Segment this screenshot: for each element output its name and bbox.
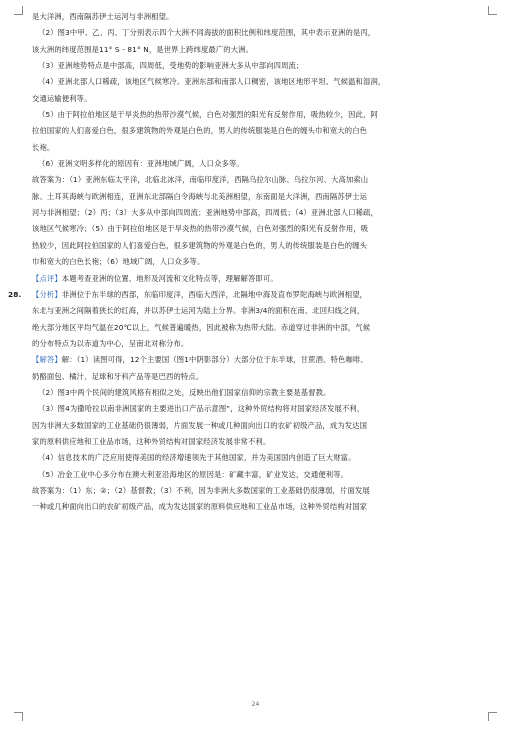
crop-mark-top-left	[14, 6, 23, 15]
text-line	[32, 303, 484, 319]
text-line	[32, 483, 484, 499]
line-text: （4）亚洲北部人口稀疏，该地区气候寒冷。亚洲东部和南部人口稠密，该地区地形平坦、气候温和湿润，	[38, 77, 386, 87]
line-text: （4）信息技术的广泛应用使得美国的经济增速领先于其他国家，并为美国国内创造了巨大财富。	[38, 453, 356, 463]
text-line	[32, 320, 484, 336]
text-line	[32, 254, 484, 270]
text-line	[32, 450, 484, 466]
text-line	[32, 91, 484, 107]
text-line	[32, 42, 484, 58]
text-line	[32, 385, 484, 401]
line-text: 故答案为：（1）亚洲东临太平洋，北临北冰洋，南临印度洋，西隔乌拉尔山脉、乌拉尔河、大高加索山	[32, 175, 369, 185]
text-line	[32, 25, 484, 41]
text-line	[32, 434, 484, 450]
line-text: （6）亚洲文明多样化的原因有：亚洲地域广阔，人口众多等。	[38, 159, 244, 169]
text-line	[32, 369, 484, 385]
line-text: 该大洲的纬度范围是11° S - 81° N，是世界上跨纬度最广的大洲。	[32, 44, 254, 54]
line-text: 河与非洲相望；（2）丙；（3）大多从中部向四周流；亚洲地势中部高，四周低；（4）亚洲北部人口稀疏，	[32, 208, 378, 218]
line-text: （5）冶金工业中心多分布在澳大利亚沿海地区的原因是：矿藏丰富，矿业发达，交通便利等。	[38, 469, 349, 479]
line-text: 热较少，因此阿拉伯国家的人们喜爱白色，很多建筑物的外观是白色的，男人的传统服装是白色的缠头	[32, 240, 368, 250]
line-text: 脉、土耳其海峡与欧洲相连，亚洲东北部隔白令海峡与北美洲相望，东南面是大洋洲，西南隔苏伊士运	[32, 191, 368, 201]
text-line	[32, 271, 484, 287]
text-line	[32, 238, 484, 254]
line-text: （2）图3中两个民间的建筑风格有相似之处，反映出他们国家信仰的宗教主要是基督教。	[38, 387, 331, 397]
line-text: 拉伯国家的人们喜爱白色，很多建筑物的外观是白色的，男人的传统服装是白色的缠头巾和宽大的白色	[32, 126, 368, 136]
text-line	[32, 467, 484, 483]
crop-mark-top-right	[488, 6, 497, 15]
text-line	[32, 58, 484, 74]
line-text: 是大洋洲，西南隔苏伊士运河与非洲相望。	[32, 12, 174, 21]
section-tag: 【分析】	[32, 289, 62, 299]
line-text: 家的原料供应地和工业品市场，这种外贸结构对国家经济发展非常不利。	[32, 436, 271, 446]
line-text: （5）由于阿拉伯地区是干旱炎热的热带沙漠气候，白色对强烈的阳光有反射作用，吸热较少，因此，阿	[38, 110, 378, 120]
text-line	[32, 221, 484, 237]
page-number: 24	[251, 701, 260, 708]
question-number: 28.	[8, 289, 22, 299]
line-text: （2）图3中甲、乙、丙、丁分别表示四个大洲不同海拔的面积比例和纬度范围，其中表示亚洲的是丙，	[38, 28, 376, 38]
text-line	[8, 287, 484, 303]
section-tag: 【点评】	[32, 273, 62, 283]
line-text: 该地区气候寒冷；（5）由于阿拉伯地区是干旱炎热的热带沙漠气候，白色对强烈的阳光有反射作用，吸	[32, 224, 369, 234]
line-text: 本题考查亚洲的位置、地形及河流和文化特点等，理解解答即可。	[61, 273, 278, 283]
section-tag: 【解答】	[32, 355, 62, 365]
line-text: （3）图4为撒哈拉以南非洲国家的主要进出口产品示意图”，这种外贸结构将对国家经济发展不利，	[38, 404, 365, 414]
line-text: 东北与亚洲之间隔着狭长的红海，并以苏伊士运河为陆上分界。非洲3/4的面积在南、北回归线之间，	[32, 306, 365, 316]
line-text: 巾和宽大的白色长袍；（6）地域广阔，人口众多等。	[32, 257, 205, 267]
line-text: 一种或几种面向出口的农矿初级产品，成为发达国家的原料供应地和工业品市场，这种外贸结构对国家	[32, 502, 368, 512]
text-line	[32, 352, 484, 368]
line-text: 解：（1）读图可得，12个主要国（图1中阴影部分）大部分位于东半球，甘蔗酒、特色咖啡、	[61, 355, 368, 365]
line-text: 因为非洲大多数国家的工业基础仍很薄弱，片面发展一种或几种面向出口的农矿初级产品，成为发达国	[32, 420, 368, 430]
text-line	[32, 499, 484, 515]
text-line	[32, 401, 484, 417]
text-line	[32, 107, 484, 123]
text-line	[32, 205, 484, 221]
crop-mark-bottom-left	[14, 712, 23, 721]
line-text: 长袍。	[32, 142, 55, 152]
text-line	[32, 74, 484, 90]
line-text: 奶酪面包、橘汁、足球和牙科产品等是巴西的特点。	[32, 371, 204, 381]
text-line	[32, 189, 484, 205]
text-line	[32, 140, 484, 156]
text-line	[32, 156, 484, 172]
text-line	[32, 123, 484, 139]
line-text: 故答案为：（1）东；②；（2）基督教；（3）不利，因为非洲大多数国家的工业基础仍很薄弱，片面发展	[32, 485, 370, 495]
text-line	[32, 418, 484, 434]
line-text: 非洲位于东半球的西部，东临印度洋，西临大西洋，北隔地中海及直布罗陀海峡与欧洲相望，	[61, 289, 368, 299]
line-text: （3）亚洲地势特点是中部高，四周低，受地势的影响亚洲大多从中部向四周流；	[38, 61, 304, 71]
text-line	[32, 336, 484, 352]
text-line	[32, 9, 484, 25]
crop-mark-bottom-right	[488, 712, 497, 721]
line-text: 的分布特点为以赤道为中心，呈南北对称分布。	[32, 338, 189, 348]
line-text: 交通运输便利等。	[32, 93, 92, 103]
document-body	[8, 9, 484, 516]
line-text: 绝大部分地区平均气温在20℃以上，气候普遍暖热，因此被称为热带大陆。赤道穿过非洲的中部，气候	[32, 322, 371, 332]
text-line	[32, 172, 484, 188]
